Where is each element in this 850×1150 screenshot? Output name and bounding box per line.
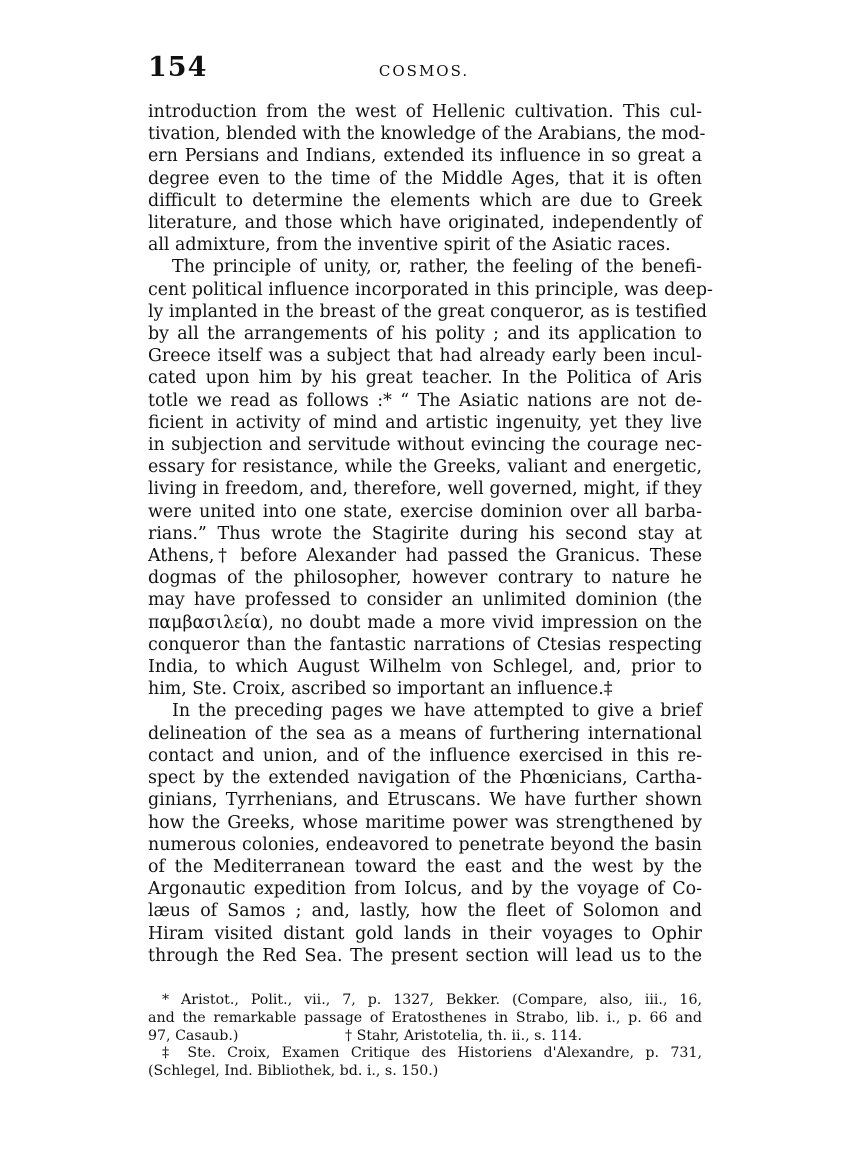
text-line: in subjection and servitude without evincing the courage nec- [148,435,702,456]
text-line: spect by the extended navigation of the Phœnicians, Cartha- [148,768,702,789]
footnote-line: (Schlegel, Ind. Bibliothek, bd. i., s. 150.) [148,1063,439,1080]
text-line: læus of Samos ; and, lastly, how the fleet of Solomon and [148,901,702,922]
footnote-line: and the remarkable passage of Eratosthenes in Strabo, lib. i., p. 66 and [148,1009,702,1026]
text-line: ficient in activity of mind and artistic ingenuity, yet they live [148,412,702,433]
footnotes [148,992,702,1081]
text-line: ern Persians and Indians, extended its influence in so great a [148,146,702,167]
text-line: ginians, Tyrrhenians, and Etruscans. We have further shown [148,790,702,811]
footnote-fragment: † Stahr, Aristotelia, th. ii., s. 114. [345,1027,582,1044]
text-line: totle we read as follows :* “ The Asiatic nations are not de- [148,390,702,411]
text-line: India, to which August Wilhelm von Schlegel, and, prior to [148,657,702,678]
text-line: Argonautic expedition from Iolcus, and by the voyage of Co- [148,879,702,900]
text-line: ly implanted in the breast of the great conqueror, as is testified [148,301,707,322]
running-title: COSMOS. [378,62,470,80]
text-line: tivation, blended with the knowledge of the Arabians, the mod- [148,124,706,145]
text-line: difficult to determine the elements which are due to Greek [148,190,702,211]
text-line: cent political influence incorporated in this principle, was deep- [148,279,713,300]
footnote-line [148,1028,702,1046]
text-line: Athens,† before Alexander had passed the Granicus. These [148,546,702,567]
text-line: Hiram visited distant gold lands in their voyages to Ophir [148,923,702,944]
text-line: cated upon him by his great teacher. In the Politica of Aris [148,368,702,389]
text-line: how the Greeks, whose maritime power was strengthened by [148,812,702,833]
text-line: were united into one state, exercise dominion over all barba- [148,501,702,522]
footnote-line: * Aristot., Polit., vii., 7, p. 1327, Bekker. (Compare, also, iii., 16, [162,992,702,1008]
text-line: dogmas of the philosopher, however contrary to nature he [148,568,702,589]
text-line: rians.” Thus wrote the Stagirite during his second stay at [148,523,702,544]
footnote-fragment: 97, Casaub.) [148,1027,239,1044]
text-line: of the Mediterranean toward the east and the west by the [148,856,702,877]
text-line: him, Ste. Croix, ascribed so important an influence.‡ [148,679,613,700]
text-line: through the Red Sea. The present section will lead us to the [148,945,702,966]
text-line: may have professed to consider an unlimited dominion (the [148,590,702,611]
page-number: 154 [148,52,208,83]
text-line: numerous colonies, endeavored to penetrate beyond the basin [148,834,702,855]
text-line: delineation of the sea as a means of furthering international [148,723,702,744]
page-header [148,52,700,82]
text-line: all admixture, from the inventive spirit of the Asiatic races. [148,235,671,256]
paragraph-start-line: In the preceding pages we have attempted to give a brief [172,701,702,722]
text-line: by all the arrangements of his polity ; and its application to [148,324,702,345]
text-line: essary for resistance, while the Greeks, valiant and energetic, [148,457,702,478]
text-line: living in freedom, and, therefore, well governed, might, if they [148,479,702,500]
text-line: Greece itself was a subject that had already early been incul- [148,346,702,367]
text-line: degree even to the time of the Middle Ages, that it is often [148,168,702,189]
footnote-line: ‡ Ste. Croix, Examen Critique des Historiens d'Alexandre, p. 731, [162,1045,702,1062]
text-line: introduction from the west of Hellenic cultivation. This cul- [148,102,702,122]
paragraph-start-line: The principle of unity, or, rather, the feeling of the benefi- [172,257,702,278]
text-line: conqueror than the fantastic narrations of Ctesias respecting [148,634,702,655]
body-text [148,101,713,967]
text-line: literature, and those which have originated, independently of [148,213,702,234]
text-line: contact and union, and of the influence exercised in this re- [148,745,702,766]
text-line: παμβασιλεία), no doubt made a more vivid impression on the [148,612,702,633]
